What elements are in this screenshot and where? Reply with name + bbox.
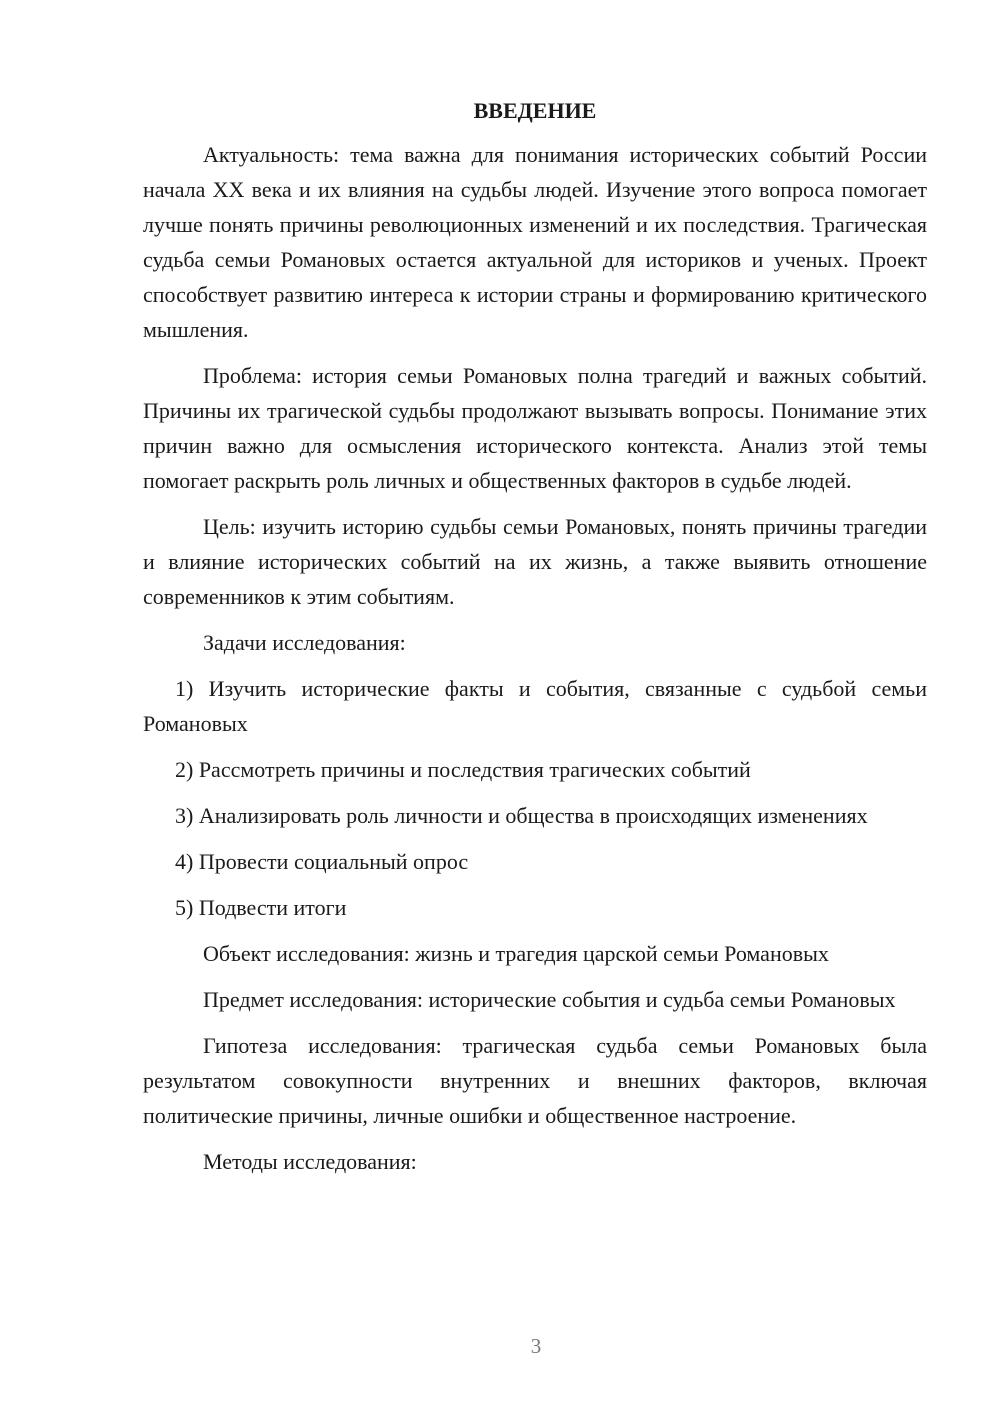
task-item-2: 2) Рассмотреть причины и последствия трагических событий <box>175 757 751 782</box>
tasks-title: Задачи исследования: <box>203 630 406 655</box>
task-item-1: 1) Изучить исторические факты и события, связанные с судьбой семьи Романовых <box>143 676 927 736</box>
page-number: 3 <box>530 1334 542 1358</box>
task-item-3: 3) Анализировать роль личности и общества в происходящих изменениях <box>175 803 868 828</box>
task-item-5: 5) Подвести итоги <box>175 895 347 920</box>
object-paragraph: Объект исследования: жизнь и трагедия царской семьи Романовых <box>203 941 829 966</box>
goal-paragraph: Цель: изучить историю судьбы семьи Романовых, понять причины трагедии и влияние исторических событий на их жизнь, а также выявить отношение современников к этим событиям. <box>143 514 927 609</box>
page-content <box>143 96 927 1190</box>
problem-paragraph: Проблема: история семьи Романовых полна трагедий и важных событий. Причины их трагической судьбы продолжают вызывать вопросы. Понимание этих причин важно для осмысления исторического контекста. Анализ этой темы помогает раскрыть роль личных и общественных факторов в судьбе людей. <box>143 363 927 493</box>
section-heading: ВВЕДЕНИЕ <box>473 98 597 123</box>
relevance-paragraph: Актуальность: тема важна для понимания исторических событий России начала XX века и их влияния на судьбы людей. Изучение этого вопроса помогает лучше понять причины революционных изменений и их последствия. Трагическая судьба семьи Романовых остается актуальной для историков и ученых. Проект способствует развитию интереса к истории страны и формированию критического мышления. <box>143 142 927 342</box>
hypothesis-paragraph: Гипотеза исследования: трагическая судьба семьи Романовых была результатом совокупности внутренних и внешних факторов, включая политические причины, личные ошибки и общественное настроение. <box>143 1033 927 1128</box>
subject-paragraph: Предмет исследования: исторические события и судьба семьи Романовых <box>203 987 896 1012</box>
task-item-4: 4) Провести социальный опрос <box>175 849 469 874</box>
methods-paragraph: Методы исследования: <box>203 1149 417 1174</box>
